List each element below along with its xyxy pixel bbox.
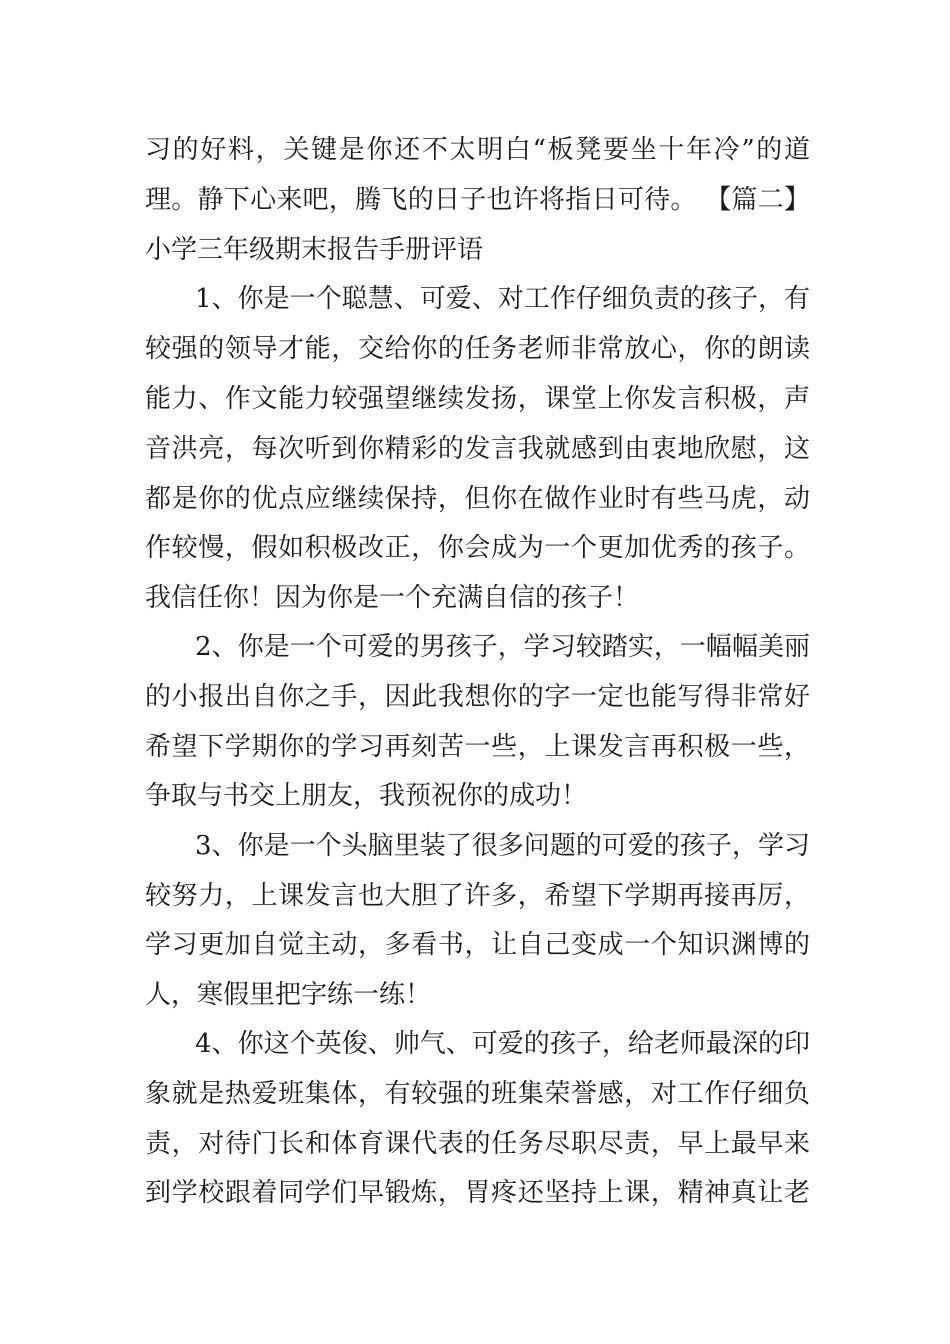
text-line: 较努力，上课发言也大胆了许多，希望下学期再接再厉， <box>145 881 810 911</box>
text-line: 责，对待门长和体育课代表的任务尽职尽责，早上最早来 <box>145 1129 810 1159</box>
section-title: 小学三年级期末报告手册评语 <box>145 235 484 265</box>
text-line: 争取与书交上朋友，我预祝你的成功！ <box>145 781 588 811</box>
text-line: 理。静下心来吧，腾飞的日子也许将指日可待。 【篇二】 <box>145 185 810 215</box>
text-line: 我信任你！因为你是一个充满自信的孩子！ <box>145 583 640 613</box>
text-line: 能力、作文能力较强望继续发扬，课堂上你发言积极，声 <box>145 384 810 414</box>
text-line: 希望下学期你的学习再刻苦一些，上课发言再积极一些， <box>145 732 810 762</box>
text-line: 都是你的优点应继续保持，但你在做作业时有些马虎，动 <box>145 484 810 514</box>
text-line: 2、你是一个可爱的男孩子，学习较踏实，一幅幅美丽 <box>195 632 810 662</box>
text-line: 1、你是一个聪慧、可爱、对工作仔细负责的孩子，有 <box>195 284 810 314</box>
text-line: 音洪亮，每次听到你精彩的发言我就感到由衷地欣慰，这 <box>145 434 810 464</box>
text-line: 作较慢，假如积极改正，你会成为一个更加优秀的孩子。 <box>145 533 810 563</box>
text-line: 的小报出自你之手，因此我想你的字一定也能写得非常好 <box>145 682 810 712</box>
text-line: 3、你是一个头脑里装了很多问题的可爱的孩子，学习 <box>195 831 810 861</box>
text-line: 象就是热爱班集体，有较强的班集荣誉感，对工作仔细负 <box>145 1079 810 1109</box>
text-line: 4、你这个英俊、帅气、可爱的孩子，给老师最深的印 <box>195 1029 810 1059</box>
text-line: 学习更加自觉主动，多看书，让自己变成一个知识渊博的 <box>145 930 810 960</box>
text-line: 到学校跟着同学们早锻炼，胃疼还坚持上课，精神真让老 <box>145 1178 810 1208</box>
text-line: 人，寒假里把字练一练！ <box>145 980 432 1010</box>
text-line: 习的好料，关键是你还不太明白“板凳要坐十年冷”的道 <box>145 135 810 165</box>
text-line: 较强的领导才能，交给你的任务老师非常放心，你的朗读 <box>145 334 810 364</box>
